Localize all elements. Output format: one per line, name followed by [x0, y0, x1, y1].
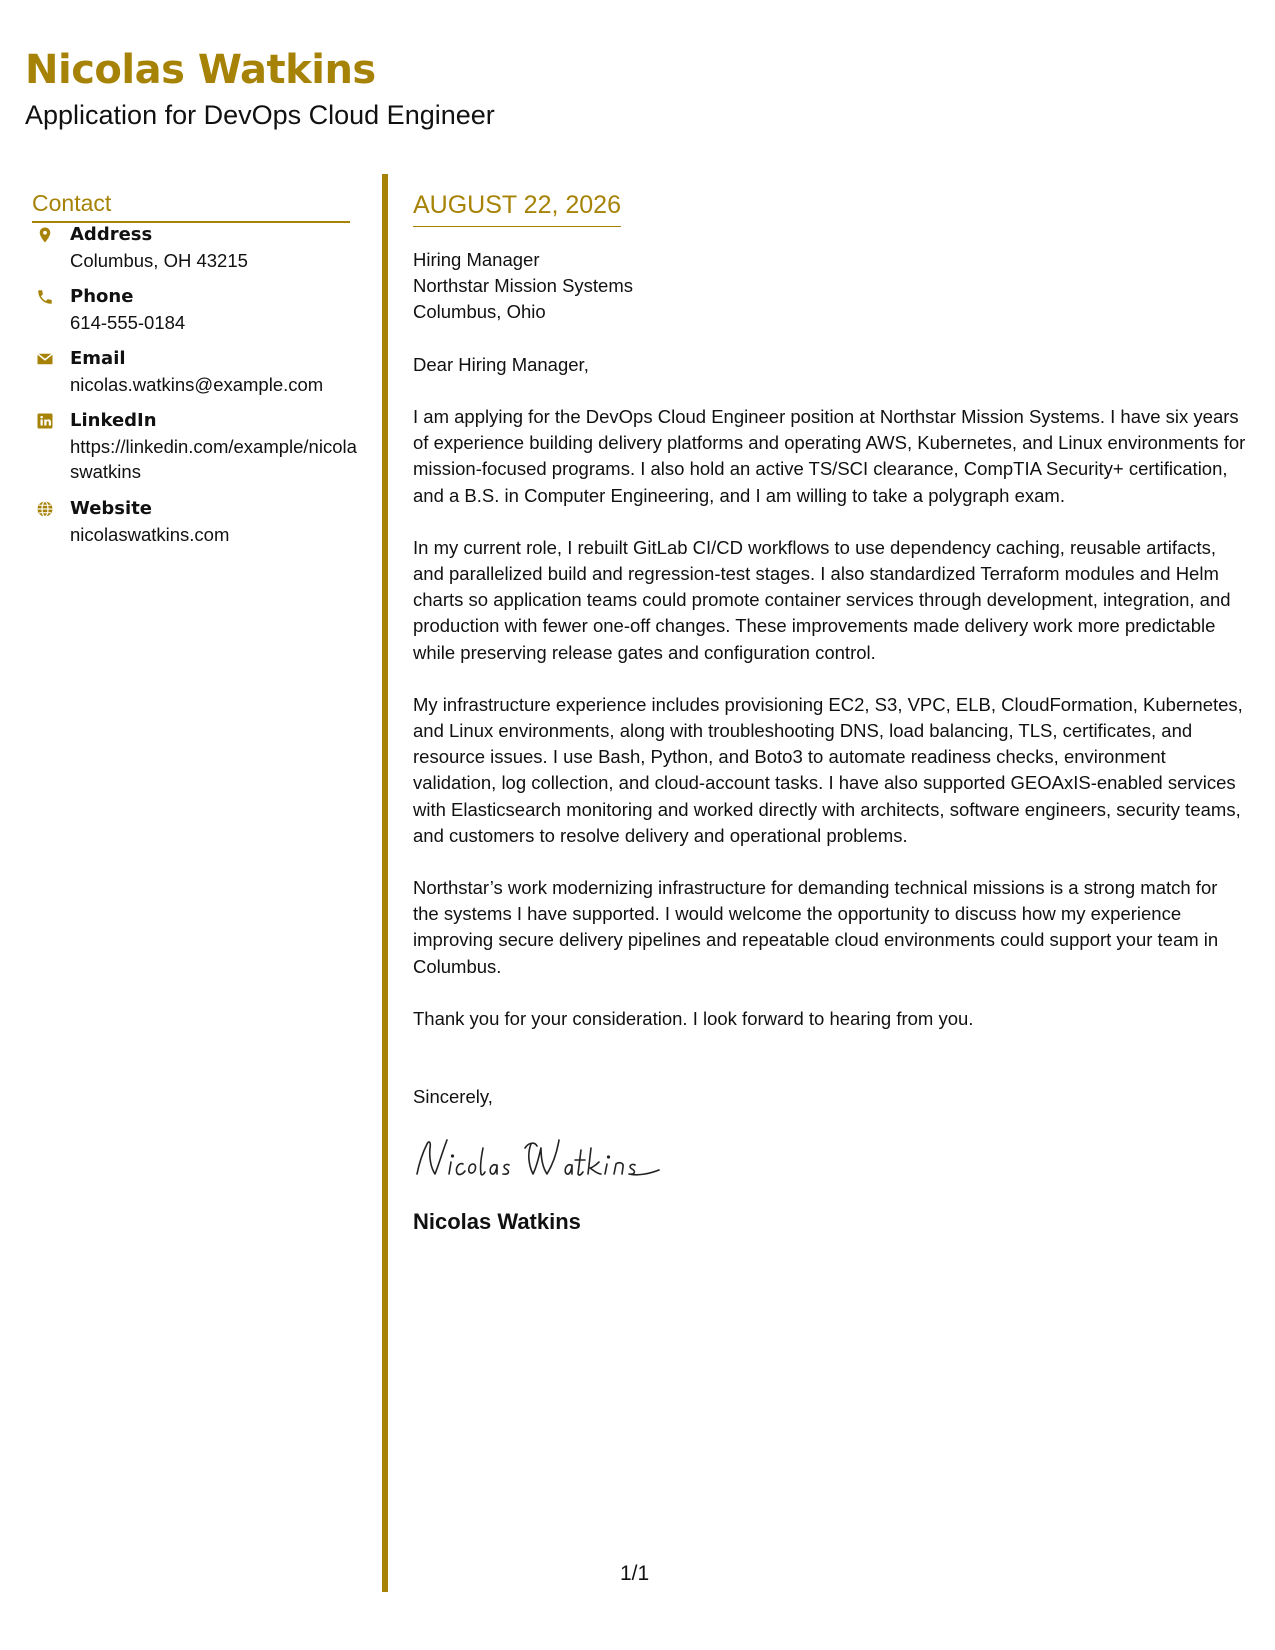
- contact-label: Address: [70, 224, 153, 245]
- header-name: Nicolas Watkins: [25, 47, 376, 93]
- contact-value: Columbus, OH 43215: [70, 250, 248, 271]
- signature-image: [413, 1134, 673, 1186]
- contact-heading: Contact: [32, 190, 112, 216]
- contact-label: Website: [70, 498, 153, 519]
- envelope-icon: [36, 350, 54, 368]
- contact-value: 614-555-0184: [70, 312, 186, 333]
- contact-label: Email: [70, 348, 126, 369]
- map-pin-icon: [36, 226, 54, 244]
- letter-paragraph: Northstar’s work modernizing infrastructure for demanding technical missions is a strong match for the systems I have supported. I would welcome the opportunity to discuss how my experience improving secure delivery pipelines and repeatable cloud environments could support your team in Columbus.: [413, 877, 1219, 977]
- header-subtitle: Application for DevOps Cloud Engineer: [25, 100, 495, 130]
- recipient-line: Hiring Manager: [413, 249, 540, 270]
- recipient-line: Northstar Mission Systems: [413, 275, 633, 296]
- contact-label: LinkedIn: [70, 410, 157, 431]
- letter-date: AUGUST 22, 2026: [413, 190, 621, 227]
- closing: Sincerely,: [413, 1086, 493, 1108]
- signed-name: Nicolas Watkins: [413, 1209, 581, 1235]
- recipient-line: Columbus, Ohio: [413, 301, 546, 322]
- contact-value[interactable]: nicolaswatkins.com: [70, 524, 230, 545]
- globe-icon: [36, 500, 54, 518]
- contact-label: Phone: [70, 286, 134, 307]
- letter-paragraph: My infrastructure experience includes provisioning EC2, S3, VPC, ELB, CloudFormation, Kubernetes, and Linux environments, along with troubleshooting DNS, load balancing, TLS, certificates, and resource issues. I use Bash, Python, and Boto3 to automate readiness checks, environment validation, log collection, and cloud-account tasks. I have also supported GEOAxIS-enabled services with Elasticsearch monitoring and worked directly with architects, software engineers, security teams, and customers to resolve delivery and operational problems.: [413, 693, 1243, 846]
- letter-paragraph: I am applying for the DevOps Cloud Engineer position at Northstar Mission Systems. I have six years of experience building delivery platforms and operating AWS, Kubernetes, and Linux environments for mission-focused programs. I also hold an active TS/SCI clearance, CompTIA Security+ certification, and a B.S. in Computer Engineering, and I am willing to take a polygraph exam.: [413, 406, 1246, 506]
- letter-body: [413, 190, 1248, 1236]
- contact-value[interactable]: https://linkedin.com/example/nicolaswatkins: [70, 436, 357, 482]
- column-divider: [382, 174, 388, 1592]
- linkedin-icon: [36, 412, 54, 430]
- page-number: 1/1: [620, 1562, 650, 1585]
- contact-value: nicolas.watkins@example.com: [70, 374, 324, 395]
- recipient-block: [413, 247, 1248, 325]
- letter-paragraph: In my current role, I rebuilt GitLab CI/CD workflows to use dependency caching, reusable artifacts, and parallelized build and regression-test stages. I also standardized Terraform modules and Helm charts so application teams could promote container services through development, integration, and production with fewer one-off changes. These improvements made delivery work more predictable while preserving release gates and configuration control.: [413, 536, 1231, 663]
- letter-paragraph: Thank you for your consideration. I look forward to hearing from you.: [413, 1007, 974, 1029]
- phone-icon: [36, 288, 54, 306]
- salutation: Dear Hiring Manager,: [413, 354, 589, 375]
